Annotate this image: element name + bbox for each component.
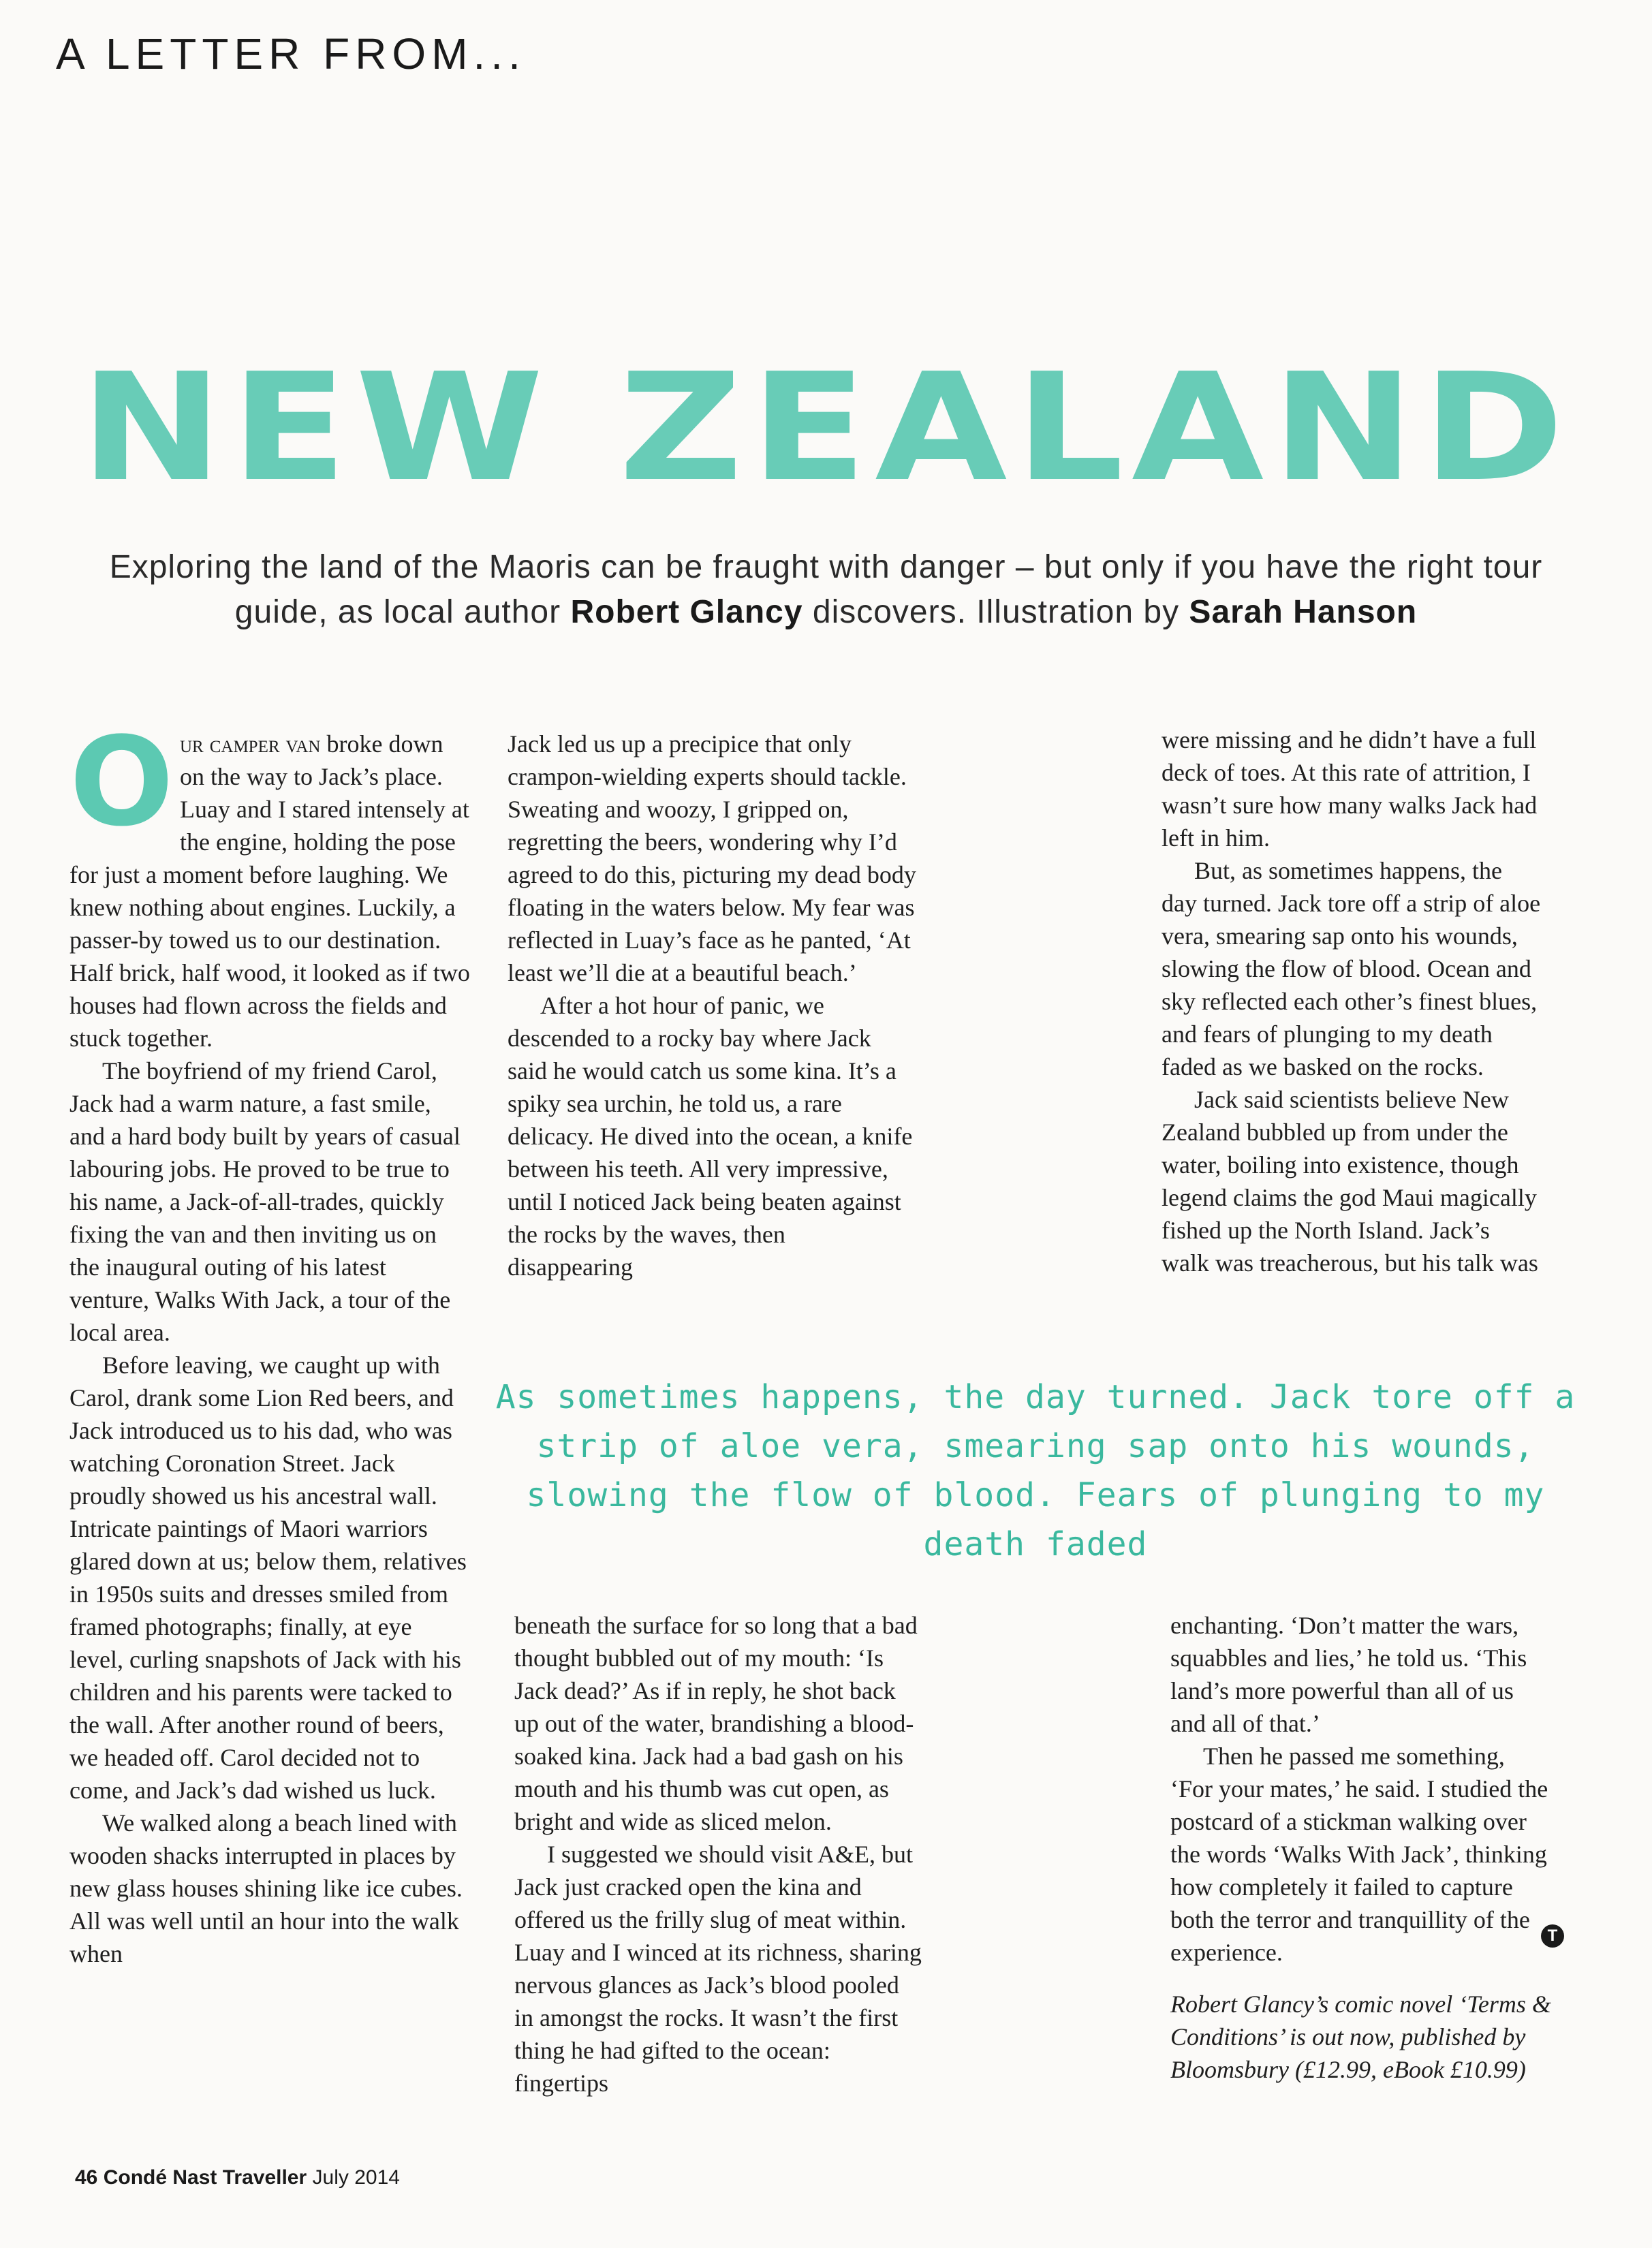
page-number: 46 [75,2166,98,2189]
article-paragraph-4: We walked along a beach lined with wooden shacks interrupted in places by new glass houses shining like ice cubes. All was well until an hour into the walk when [69,1809,463,1967]
article-column-3-top [1162,723,1543,1279]
article-column-3-bottom [1170,1609,1552,1969]
end-mark-icon: T [1541,1924,1564,1948]
article-paragraph-7: were missing and he didn’t have a full deck of toes. At this rate of attrition, I wasn’t sure how many walks Jack had left in him. [1162,726,1538,852]
article-paragraph-1 [69,711,471,1055]
pull-quote: As sometimes happens, the day turned. Jack tore off a strip of aloe vera, smearing sap onto his wounds, slowing the flow of blood. Fears of plunging to my death faded [495,1378,1576,1563]
article-paragraph-9: Jack said scientists believe New Zealand bubbled up from under the water, boiling into existence, though legend claims the god Maui magically fished up the North Island. Jack’s walk was treacherous, but his talk was [1162,1086,1538,1277]
page-folio [75,2166,400,2189]
standfirst-middle: discovers. Illustration by [812,594,1180,630]
standfirst-lead: Exploring the land of the Maoris can be fraught with danger – but only if you have the right tour guide, as local author [109,549,1543,630]
opening-smallcaps: ur camper van [180,730,321,758]
article-paragraph-6: After a hot hour of panic, we descended to a rocky bay where Jack said he would catch us some kina. It’s a spiky sea urchin, he told us, a rare delicacy. He dived into the ocean, a knife between his teeth. All very impressive, until I noticed Jack being beaten against the rocks by the waves, then disappearing [508,992,913,1281]
article-paragraph-5: Jack led us up a precipice that only crampon-wielding experts should tackle. Sweating and woozy, I gripped on, regretting the beers, wondering why I’d agreed to do this, picturing my dead body floating in the waters below. My fear was reflected in Luay’s face as he panted, ‘At least we’ll die at a beautiful beach.’ [508,730,916,986]
issue-date: July 2014 [312,2166,400,2189]
article-paragraph-11: I suggested we should visit A&E, but Jack just cracked open the kina and offered us the frilly slug of meat within. Luay and I winced at its richness, sharing nervous glances as Jack’s blood pooled in amongst the rocks. It wasn’t the first thing he had gifted to the ocean: fingertips [514,1841,922,2097]
publication-name: Condé Nast Traveller [103,2166,307,2189]
standfirst [68,545,1584,635]
article-paragraph-10: beneath the surface for so long that a bad thought bubbled out of my mouth: ‘Is Jack dead?’ As if in reply, he shot back up out of the water, brandishing a blood-soaked kina. Jack had a bad gash on his mouth and his thumb was cut open, as bright and wide as sliced melon. [514,1612,918,1835]
headline: NEW ZEALAND [80,342,1572,514]
author-bio: Robert Glancy’s comic novel ‘Terms & Conditions’ is out now, published by Bloomsbury (£12.99, eBook £10.99) [1170,1991,1551,2083]
paragraph-text: broke down on the way to Jack’s place. Luay and I stared intensely at the engine, holding the pose for just a moment before laughing. We knew nothing about engines. Luckily, a passer-by towed us to our destination. Half brick, half wood, it looked as if two houses had flown across the fields and stuck together. [69,730,470,1052]
drop-cap: O [69,711,174,854]
article-paragraph-3: Before leaving, we caught up with Carol, drank some Lion Red beers, and Jack introduced us to his dad, who was watching Coronation Street. Jack proudly showed us his ancestral wall. Intricate paintings of Maori warriors glared down at us; below them, relatives in 1950s suits and dresses smiled from framed photographs; finally, at eye level, curling snapshots of Jack with his children and his parents were tacked to the wall. After another round of beers, we headed off. Carol decided not to come, and Jack’s dad wished us luck. [69,1352,467,1804]
standfirst-author: Robert Glancy [570,594,803,630]
article-paragraph-8: But, as sometimes happens, the day turned. Jack tore off a strip of aloe vera, smearing sap onto his wounds, slowing the flow of blood. Ocean and sky reflected each other’s finest blues, and fears of plunging to my death faded as we basked on the rocks. [1162,857,1541,1080]
article-paragraph-13: Then he passed me something, ‘For your mates,’ he said. I studied the postcard of a stickman walking over the words ‘Walks With Jack’, thinking how completely it failed to capture both the terror and tranquillity of the experience. [1170,1743,1548,1966]
section-label: A LETTER FROM... [56,29,526,78]
article-column-1 [69,711,471,1970]
article-paragraph-2: The boyfriend of my friend Carol, Jack had a warm nature, a fast smile, and a hard body built by years of casual labouring jobs. He proved to be true to his name, a Jack-of-all-trades, quickly fixing the van and then inviting us on the inaugural outing of his latest venture, Walks With Jack, a tour of the local area. [69,1057,461,1346]
article-column-2-top [508,728,916,1283]
standfirst-illustrator: Sarah Hanson [1189,594,1418,630]
article-column-2-bottom [514,1609,923,2099]
article-paragraph-12: enchanting. ‘Don’t matter the wars, squabbles and lies,’ he told us. ‘This land’s more powerful than all of us and all of that.’ [1170,1612,1527,1737]
